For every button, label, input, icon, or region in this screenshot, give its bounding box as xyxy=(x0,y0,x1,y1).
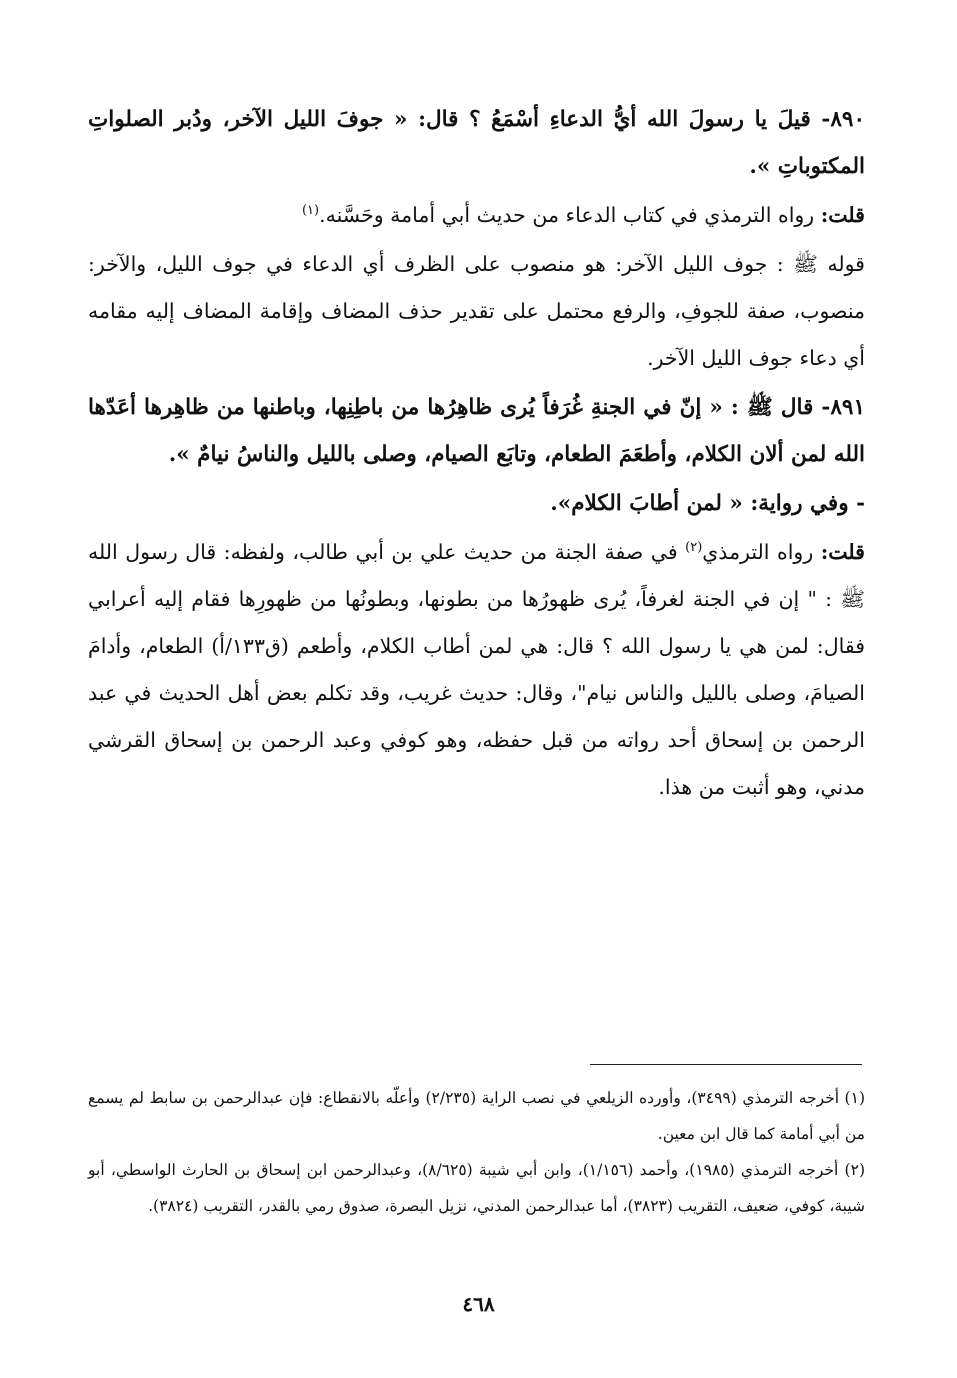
footnotes xyxy=(88,1080,865,1224)
hadith-891-variant: - وفي رواية: « لمن أطابَ الكلام». xyxy=(550,491,865,516)
page-number: ٤٦٨ xyxy=(462,1292,495,1316)
commentary-890 xyxy=(88,192,865,239)
explanation-paragraph: قوله ﷺ : جوف الليل الآخر: هو منصوب على الظرف أي الدعاء في جوف الليل، والآخر: منصوب، صفة للجوفِ، والرفع محتمل على تقدير حذف المضاف وإقامة المضاف إليه مقامه أي دعاء جوف الليل الآخر. xyxy=(88,252,865,370)
footnote-ref-2[interactable]: (٢) xyxy=(685,540,703,556)
qultu-label: قلت: xyxy=(820,203,865,227)
hadith-891: ٨٩١- قال ﷺ : « إنّ في الجنةِ غُرَفاً يُرى ظاهِرُها من باطِنِها، وباطنها من ظاهِرها أعَدّها الله لمن ألان الكلام، وأطعَمَ الطعام، وتابَع الصيام، وصلى بالليل والناسُ نيامٌ ». xyxy=(88,395,865,467)
commentary-891-text-b: في صفة الجنة من حديث علي بن أبي طالب، ولفظه: قال رسول الله ﷺ : " إن في الجنة لغرفاً، يُرى ظهورُها من بطونها، وبطونُها من ظهورِها فقام إليه أعرابي فقال: لمن هي يا رسول الله ؟ قال: هي لمن أطاب الكلام، وأطعم (ق١٣٣/أ) الطعام، وأدامَ الصيامَ، وصلى بالليل والناس نيام"، وقال: حديث غريب، وقد تكلم بعض أهل الحديث في عبد الرحمن بن إسحاق أحد رواته من قبل حفظه، وهو كوفي وعبد الرحمن بن إسحاق القرشي مدني، وهو أثبت من هذا. xyxy=(88,540,866,799)
qultu-label: قلت: xyxy=(820,540,865,564)
commentary-891 xyxy=(88,529,865,811)
footnote-divider xyxy=(590,1064,862,1065)
footnote-2: (٢) أخرجه الترمذي (١٩٨٥)، وأحمد (١/١٥٦)، وابن أبي شيبة (٨/٦٢٥)، وعبدالرحمن ابن إسحاق بن الحارث الواسطي، أبو شيبة، كوفي، ضعيف، التقريب (٣٨٢٣)، أما عبدالرحمن المدني، نزيل البصرة، صدوق رمي بالقدر، التقريب (٣٨٢٤). xyxy=(88,1161,865,1215)
commentary-890-text: رواه الترمذي في كتاب الدعاء من حديث أبي أمامة وحَسَّنه. xyxy=(319,203,821,227)
page-body xyxy=(88,96,865,811)
footnote-1: (١) أخرجه الترمذي (٣٤٩٩)، وأورده الزيلعي في نصب الراية (٢/٢٣٥) وأعلّه بالانقطاع: فإن عبدالرحمن بن سابط لم يسمع من أبي أمامة كما قال ابن معين. xyxy=(88,1089,865,1143)
footnote-ref-1[interactable]: (١) xyxy=(301,203,320,219)
commentary-891-text-a: رواه الترمذي xyxy=(702,540,821,564)
hadith-890: ٨٩٠- قيلَ يا رسولَ الله أيُّ الدعاءِ أسْمَعُ ؟ قال: « جوفَ الليل الآخر، ودُبر الصلواتِ المكتوباتِ ». xyxy=(88,107,865,179)
